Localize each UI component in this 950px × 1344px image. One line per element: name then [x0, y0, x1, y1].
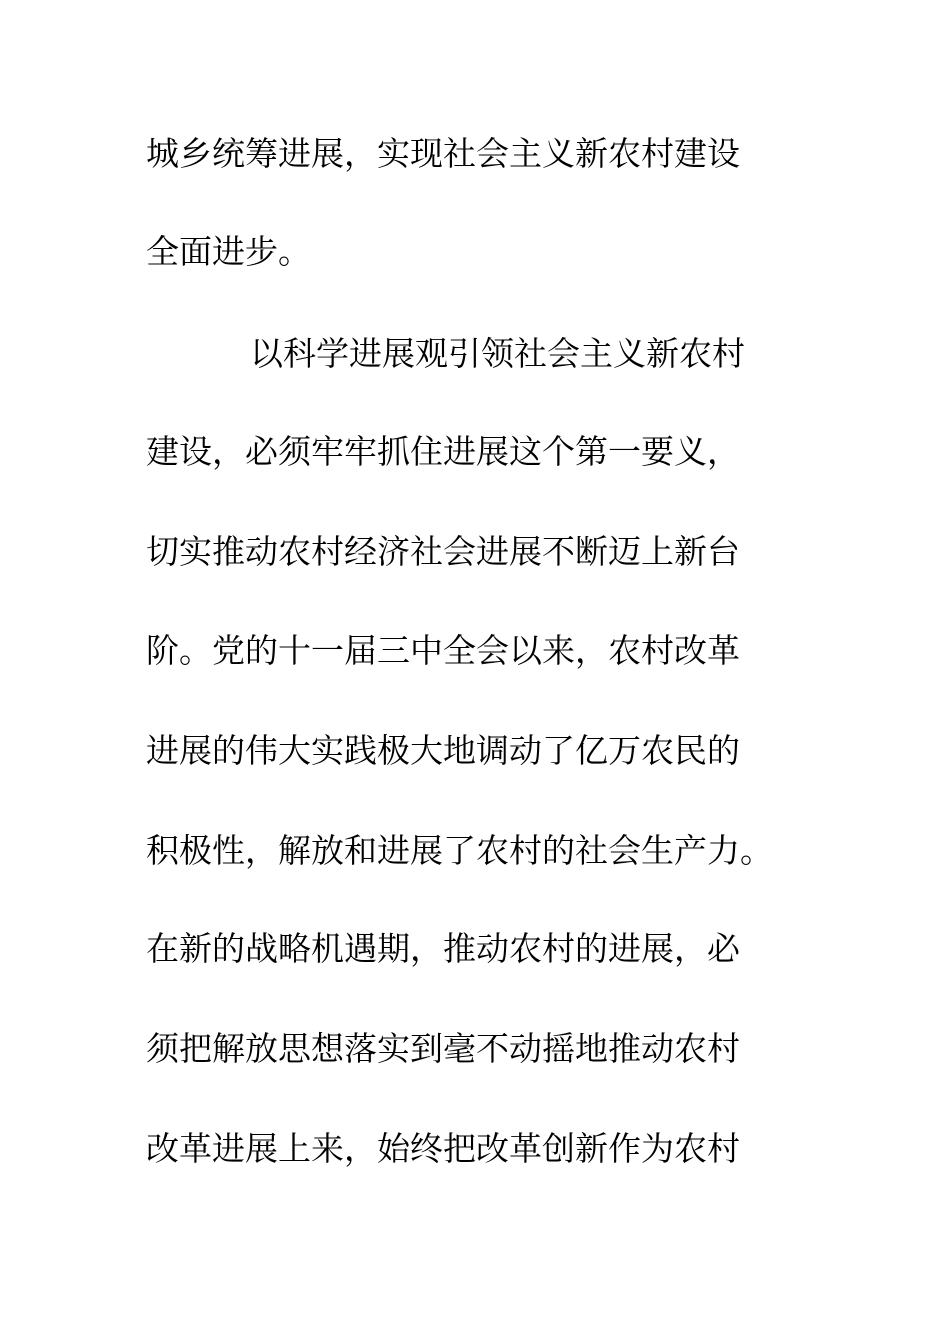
text-line: 阶。党的十一届三中全会以来，农村改革 — [146, 631, 740, 670]
text-line: 改革进展上来，始终把改革创新作为农村 — [146, 1129, 740, 1168]
text-line: 须把解放思想落实到毫不动摇地推动农村 — [146, 1029, 740, 1068]
text-line: 切实推动农村经济社会进展不断迈上新台 — [146, 532, 740, 571]
text-line: 城乡统筹进展，实现社会主义新农村建设 — [146, 134, 740, 173]
text-line: 在新的战略机遇期，推动农村的进展，必 — [146, 929, 740, 968]
text-line: 进展的伟大实践极大地调动了亿万农民的 — [146, 731, 740, 770]
paragraph-first-line: 以科学进展观引领社会主义新农村 — [250, 334, 745, 373]
text-line: 建设，必须牢牢抓住进展这个第一要义， — [146, 432, 740, 471]
text-line: 积极性，解放和进展了农村的社会生产力。 — [146, 831, 773, 870]
text-line: 全面进步。 — [146, 232, 311, 271]
